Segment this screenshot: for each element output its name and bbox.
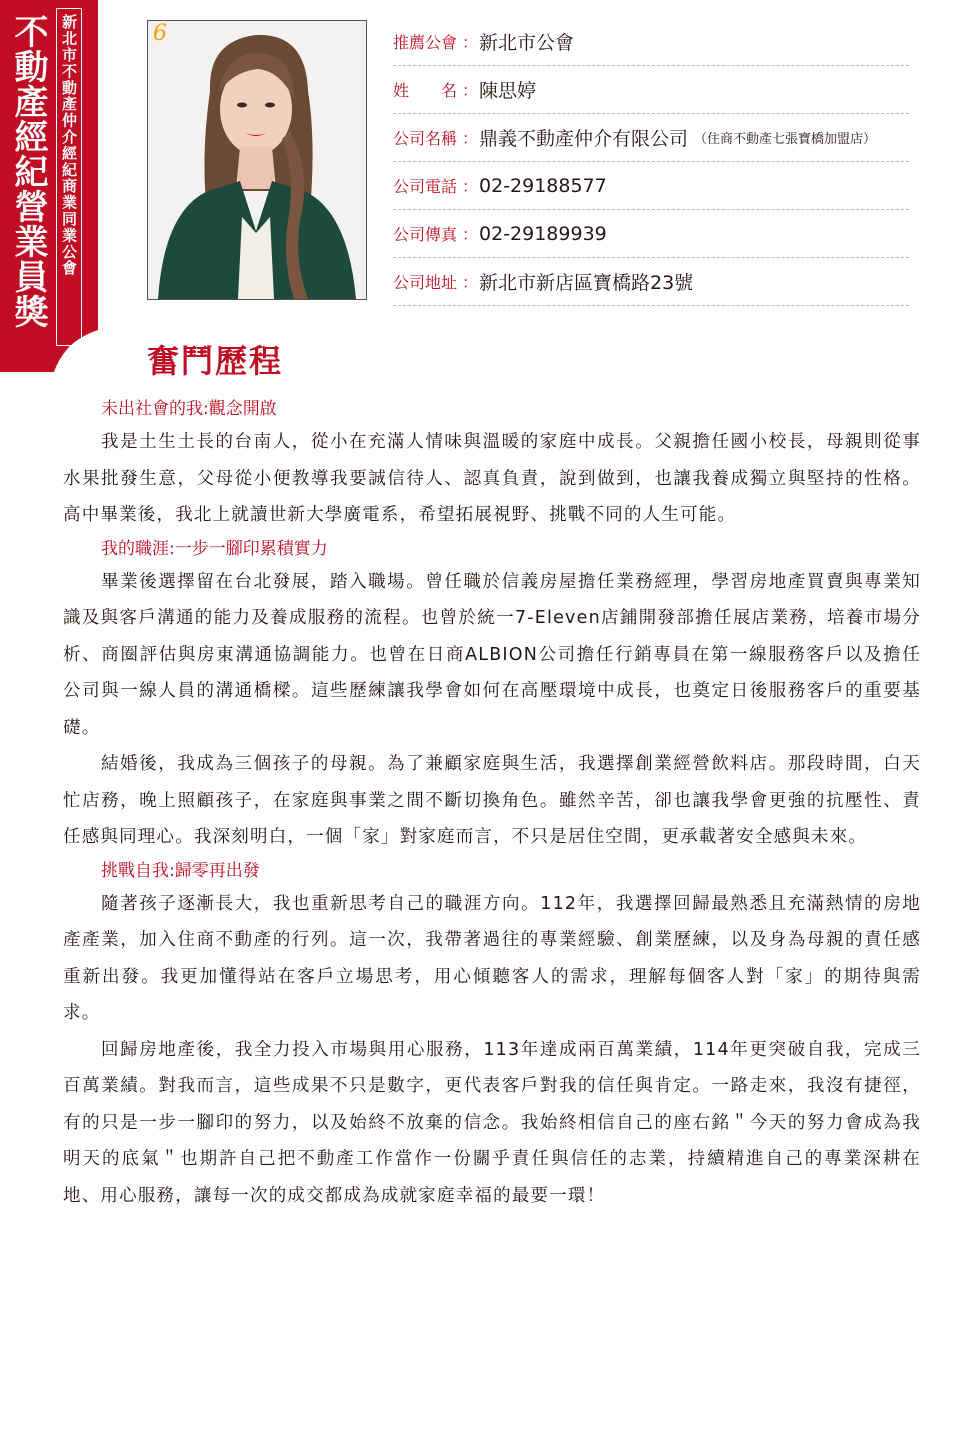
info-colon: ： bbox=[461, 33, 478, 52]
info-row-name bbox=[393, 66, 909, 114]
info-colon: ： bbox=[461, 177, 478, 196]
association-name: 新北市不動產仲介經紀商業同業公會 bbox=[60, 14, 78, 277]
photo-number: 6 bbox=[153, 21, 167, 46]
info-value: 02-29189939 bbox=[479, 222, 607, 245]
section-heading: 未出社會的我:觀念開啟 bbox=[101, 399, 277, 419]
story-content bbox=[63, 394, 921, 1214]
portrait-photo bbox=[147, 20, 367, 300]
info-colon: ： bbox=[461, 81, 478, 100]
info-row-address bbox=[393, 258, 909, 306]
info-value-note: （住商不動產七張寶橋加盟店） bbox=[694, 132, 877, 147]
info-row-company bbox=[393, 114, 909, 162]
award-ribbon bbox=[0, 0, 98, 372]
info-colon: ： bbox=[461, 273, 478, 292]
info-colon: ： bbox=[461, 129, 478, 148]
info-label: 推薦公會 bbox=[393, 33, 458, 52]
info-row-phone bbox=[393, 162, 909, 210]
info-label: 公司地址 bbox=[393, 273, 458, 292]
story-paragraph: 結婚後，我成為三個孩子的母親。為了兼顧家庭與生活，我選擇創業經營飲料店。那段時間，白天忙店務，晚上照顧孩子，在家庭與事業之間不斷切換角色。雖然辛苦，卻也讓我學會更強的抗壓性、責任感與同理心。我深刻明白，一個「家」對家庭而言，不只是居住空間，更承載著安全感與未來。 bbox=[63, 754, 921, 847]
story-paragraph: 回歸房地產後，我全力投入市場與用心服務，113年達成兩百萬業績，114年更突破自我，完成三百萬業績。對我而言，這些成果不只是數字，更代表客戶對我的信任與肯定。一路走來，我沒有捷徑，有的只是一步一腳印的努力，以及始終不放棄的信念。我始終相信自己的座右銘＂今天的努力會成為我明天的底氣＂也期許自己把不動產工作當作一份關乎責任與信任的志業，持續精進自己的專業深耕在地、用心服務，讓每一次的成交都成為成就家庭幸福的最要一環！ bbox=[63, 1039, 921, 1206]
info-value: 陳思婷 bbox=[479, 80, 537, 102]
story-title: 奮鬥歷程 bbox=[147, 342, 284, 380]
info-label: 公司名稱 bbox=[393, 129, 458, 148]
info-value: 02-29188577 bbox=[479, 174, 607, 197]
story-paragraph: 隨著孩子逐漸長大，我也重新思考自己的職涯方向。112年，我選擇回歸最熟悉且充滿熱情的房地產產業，加入住商不動產的行列。這一次，我帶著過往的專業經驗、創業歷練，以及身為母親的責任感重新出發。我更加懂得站在客戶立場思考，用心傾聽客人的需求，理解每個客人對「家」的期待與需求。 bbox=[63, 893, 921, 1023]
section-heading: 我的職涯:一步一腳印累積實力 bbox=[101, 538, 328, 559]
info-label: 姓 名 bbox=[393, 81, 458, 100]
profile-info bbox=[393, 18, 909, 306]
story-paragraph: 畢業後選擇留在台北發展，踏入職場。曾任職於信義房屋擔任業務經理，學習房地產買賣與專業知識及與客戶溝通的能力及養成服務的流程。也曾於統一7-Eleven店鋪開發部擔任展店業務，培養市場分析、商圈評估與房東溝通協調能力。也曾在日商ALBION公司擔任行銷專員在第一線服務客戶以及擔任公司與一線人員的溝通橋樑。這些歷練讓我學會如何在高壓環境中成長，也奠定日後服務客戶的重要基礎。 bbox=[63, 571, 921, 738]
story-paragraph: 我是土生土長的台南人，從小在充滿人情味與溫暖的家庭中成長。父親擔任國小校長，母親則從事水果批發生意，父母從小便教導我要誠信待人、認真負責，說到做到，也讓我養成獨立與堅持的性格。高中畢業後，我北上就讀世新大學廣電系，希望拓展視野、挑戰不同的人生可能。 bbox=[63, 432, 921, 525]
award-title: 不動產經紀營業員獎 bbox=[8, 14, 48, 329]
info-label: 公司電話 bbox=[393, 177, 458, 196]
info-value: 新北市公會 bbox=[479, 32, 575, 54]
info-value: 新北市新店區寶橋路23號 bbox=[479, 272, 694, 294]
info-value: 鼎義不動產仲介有限公司 bbox=[479, 128, 689, 150]
info-colon: ： bbox=[461, 225, 478, 244]
section-heading: 挑戰自我:歸零再出發 bbox=[101, 860, 260, 881]
info-row-association bbox=[393, 18, 909, 66]
info-label: 公司傳真 bbox=[393, 225, 458, 244]
info-row-fax bbox=[393, 210, 909, 258]
